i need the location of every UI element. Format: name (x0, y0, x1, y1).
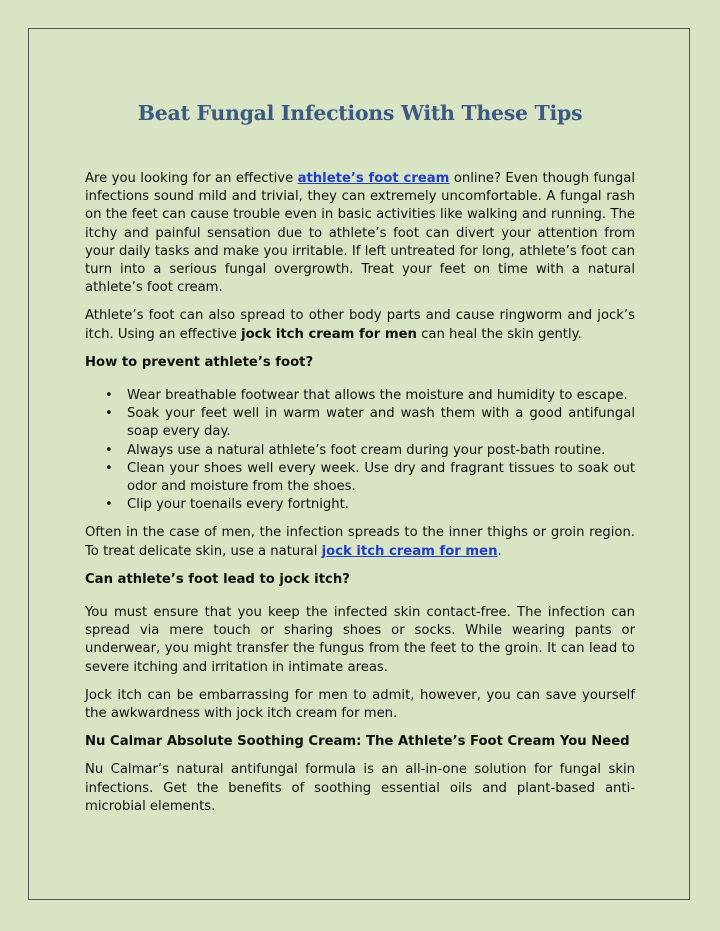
bullet-icon: • (105, 497, 113, 513)
intro-paragraph (85, 170, 635, 297)
product-heading: Nu Calmar Absolute Soothing Cream: The Athlete’s Foot Cream You Need (85, 734, 630, 750)
list-item (105, 460, 635, 496)
intro-text-end: online? Even though fungal infections sound mild and trivial, they can extremely uncomfortable. A fungal rash on the feet can cause trouble even in basic activities like walking and running. The itchy and painful sensation due to athlete’s foot can divert your attention from your daily tasks and make you irritable. If left untreated for long, athlete’s foot can turn into a serious fungal overgrowth. Treat your feet on time with a natural athlete’s foot cream. (85, 171, 635, 296)
men-text-end: . (497, 543, 502, 559)
jock-itch-cream-bold: jock itch cream for men (241, 326, 417, 342)
list-item-text: Clip your toenails every fortnight. (127, 497, 349, 513)
prevention-tips-list (85, 387, 635, 514)
bullet-icon: • (105, 460, 113, 476)
list-item-text: Wear breathable footwear that allows the moisture and humidity to escape. (127, 388, 628, 404)
list-item-text: Clean your shoes well every week. Use dry and fragrant tissues to soak out odor and moisture from the shoes. (127, 460, 635, 495)
product-paragraph: Nu Calmar’s natural antifungal formula is an all-in-one solution for fungal skin infections. Get the benefits of soothing essential oils and plant-based anti-microbial elements. (85, 762, 635, 814)
prevent-heading: How to prevent athlete’s foot? (85, 354, 314, 370)
jock-itch-cream-link[interactable]: jock itch cream for men (321, 543, 498, 559)
list-item (105, 496, 635, 514)
bullet-icon: • (105, 388, 113, 404)
document-body (85, 96, 635, 826)
jock-itch-heading: Can athlete’s foot lead to jock itch? (85, 571, 350, 587)
spread-text-start: Athlete’s foot can also spread to other body parts and cause ringworm and jock’s itch. Using an effective (85, 308, 635, 342)
list-item-text: Always use a natural athlete’s foot cream during your post-bath routine. (127, 442, 606, 458)
intro-text-start: Are you looking for an effective (85, 171, 298, 186)
list-item-text: Soak your feet well in warm water and wash them with a good antifungal soap every day. (127, 406, 635, 440)
men-infection-paragraph (85, 524, 635, 560)
spread-paragraph (85, 307, 635, 343)
embarrassing-paragraph: Jock itch can be embarrassing for men to admit, however, you can save yourself the awkwardness with jock itch cream for men. (85, 687, 635, 722)
spread-text-end: can heal the skin gently. (416, 326, 582, 342)
men-text-start: Often in the case of men, the infection spreads to the inner thighs or groin region. To treat delicate skin, use a natural (85, 525, 635, 559)
contact-free-paragraph: You must ensure that you keep the infected skin contact-free. The infection can spread via mere touch or sharing shoes or socks. While wearing pants or underwear, you might transfer the fungus from the feet to the groin. It can lead to severe itching and irritation in intimate areas. (85, 605, 635, 675)
page-title: Beat Fungal Infections With These Tips (137, 101, 583, 125)
bullet-icon: • (105, 406, 113, 422)
bullet-icon: • (105, 442, 113, 458)
list-item (105, 442, 635, 460)
athletes-foot-cream-link[interactable]: athlete’s foot cream (297, 171, 450, 186)
list-item (105, 405, 635, 441)
list-item (105, 387, 635, 405)
